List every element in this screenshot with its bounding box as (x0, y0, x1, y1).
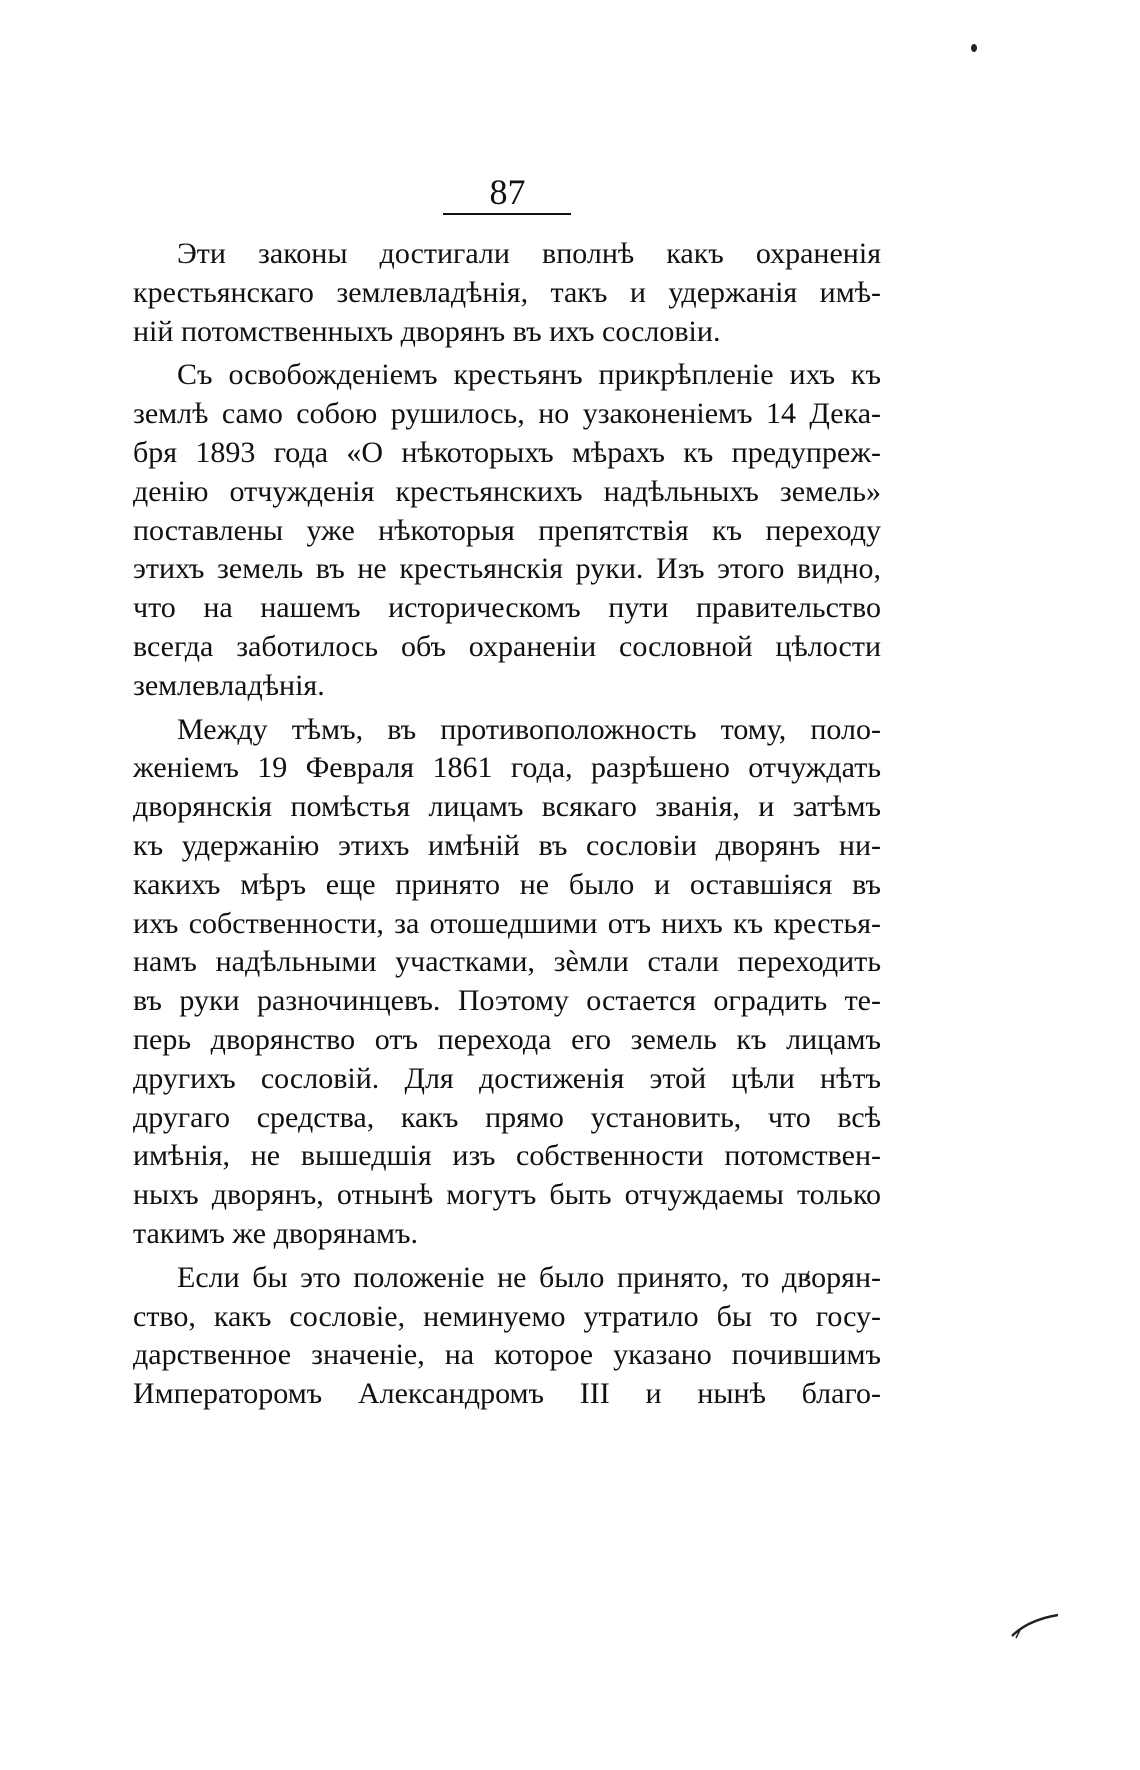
text-line: Если бы это положеніе не было принято, то дворян- (177, 1260, 881, 1294)
text-line: дарственное значеніе, на которое указано почившимъ (133, 1338, 881, 1372)
text-line: бря 1893 года «О нѣкоторыхъ мѣрахъ къ предупреж- (133, 435, 881, 469)
text-line: Императоромъ Александромъ III и нынѣ благо- (133, 1377, 881, 1411)
text-line: поставлены уже нѣкоторыя препятствія къ переходу (133, 513, 881, 547)
text-line: землевладѣнія. (133, 668, 325, 702)
stray-pencil-stroke (1010, 1612, 1060, 1640)
page-number: 87 (489, 172, 526, 212)
text-line: денію отчужденія крестьянскихъ надѣльныхъ земель» (133, 474, 881, 508)
text-line: къ удержанію этихъ имѣній въ сословіи дворянъ ни- (133, 828, 881, 862)
text-line: другихъ сословій. Для достиженія этой цѣли нѣтъ (133, 1061, 881, 1095)
text-line: такимъ же дворянамъ. (133, 1216, 418, 1250)
text-line: Съ освобожденіемъ крестьянъ прикрѣпленіе ихъ къ (177, 358, 881, 392)
text-line: этихъ земель въ не крестьянскія руки. Изъ этого видно, (133, 552, 881, 586)
text-body (133, 235, 881, 1419)
paragraph (133, 356, 881, 705)
text-line: всегда заботилось объ охраненіи сословной цѣлости (133, 629, 881, 663)
text-line: ній потомственныхъ дворянъ въ ихъ сословіи. (133, 314, 721, 348)
stray-ink-dot (971, 44, 977, 52)
text-line: ство, какъ сословіе, неминуемо утратило бы то госу- (133, 1299, 881, 1333)
text-line: перь дворянство отъ перехода его земель къ лицамъ (133, 1022, 881, 1056)
paragraph (133, 235, 881, 351)
text-line: какихъ мѣръ еще принято не было и оставшіяся въ (133, 867, 881, 901)
text-line: что на нашемъ историческомъ пути правительство (133, 591, 881, 625)
paragraph (133, 711, 881, 1254)
text-line: Эти законы достигали вполнѣ какъ охраненія (177, 237, 881, 270)
paragraph (133, 1259, 881, 1414)
text-line: землѣ само собою рушилось, но узаконеніемъ 14 Дека- (133, 397, 881, 431)
text-line: другаго средства, какъ прямо установить, что всѣ (133, 1100, 881, 1134)
text-line: ихъ собственности, за отошедшими отъ нихъ къ крестья- (133, 906, 881, 940)
text-line: намъ надѣльными участками, зѐмли стали переходить (133, 945, 881, 979)
page-number-rule (443, 213, 571, 215)
text-line: Между тѣмъ, въ противоположность тому, поло- (177, 712, 881, 746)
text-line: дворянскія помѣстья лицамъ всякаго званія, и затѣмъ (133, 790, 881, 824)
text-line: ныхъ дворянъ, отнынѣ могутъ быть отчуждаемы только (133, 1178, 881, 1212)
text-line: имѣнія, не вышедшія изъ собственности потомствен- (133, 1139, 881, 1173)
text-line: въ руки разночинцевъ. Поэтому остается оградить те- (133, 984, 881, 1018)
text-line: женіемъ 19 Февраля 1861 года, разрѣшено отчуждать (133, 751, 881, 785)
text-line: крестьянскаго землевладѣнія, такъ и удержанія имѣ- (133, 275, 881, 309)
